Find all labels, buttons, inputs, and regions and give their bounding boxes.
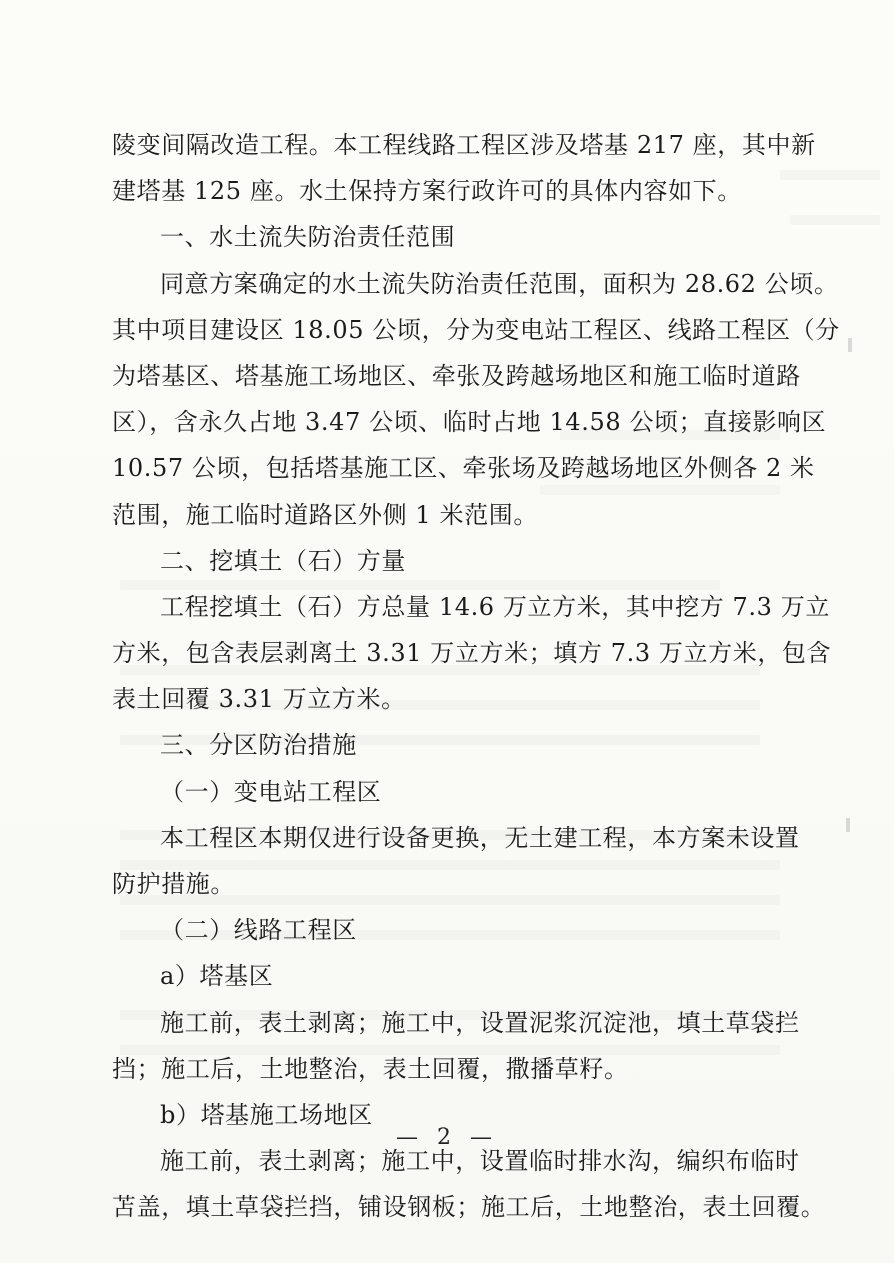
text-line: 工程挖填土（石）方总量 14.6 万立方米，其中挖方 7.3 万立 [160, 592, 830, 621]
page-number: — 2 — [396, 1125, 498, 1150]
text-line: 10.57 公顷，包括塔基施工区、牵张场及跨越场地区外侧各 2 米 [112, 454, 815, 483]
text-line: 苫盖，填土草袋拦挡，铺设钢板；施工后，土地整治，表土回覆。 [112, 1193, 826, 1222]
text-line: 为塔基区、塔基施工场地区、牵张及跨越场地区和施工临时道路 [112, 361, 801, 390]
item-heading: a）塔基区 [160, 962, 274, 991]
text-line: 区），含永久占地 3.47 公顷、临时占地 14.58 公顷；直接影响区 [112, 408, 827, 437]
text-line: 建塔基 125 座。水土保持方案行政许可的具体内容如下。 [112, 177, 742, 206]
subsection-heading: （一）变电站工程区 [160, 777, 382, 806]
subsection-heading: （二）线路工程区 [160, 916, 357, 945]
text-line: 防护措施。 [112, 870, 235, 898]
text-line: 方米，包含表层剥离土 3.31 万立方米；填方 7.3 万立方米，包含 [112, 639, 832, 668]
item-heading: b）塔基施工场地区 [160, 1100, 373, 1129]
text-line: 同意方案确定的水土流失防治责任范围，面积为 28.62 公顷。 [160, 269, 839, 298]
body-text [112, 122, 840, 1231]
section-heading: 二、挖填土（石）方量 [160, 546, 406, 575]
text-line: 陵变间隔改造工程。本工程线路工程区涉及塔基 217 座，其中新 [112, 131, 816, 159]
text-line: 施工前，表土剥离；施工中，设置临时排水沟，编织布临时 [160, 1147, 800, 1176]
section-heading: 一、水土流失防治责任范围 [160, 223, 456, 252]
text-line: 挡；施工后，土地整治，表土回覆，撒播草籽。 [112, 1054, 629, 1083]
text-line: 本工程区本期仅进行设备更换，无土建工程，本方案未设置 [160, 823, 800, 852]
text-line: 范围，施工临时道路区外侧 1 米范围。 [112, 500, 538, 529]
text-line: 其中项目建设区 18.05 公顷，分为变电站工程区、线路工程区（分 [112, 315, 840, 344]
text-line: 施工前，表土剥离；施工中，设置泥浆沉淀池，填土草袋拦 [160, 1008, 800, 1037]
section-heading: 三、分区防治措施 [160, 731, 357, 760]
text-line: 表土回覆 3.31 万立方米。 [112, 685, 406, 714]
margin-mark [848, 338, 852, 352]
margin-mark [846, 818, 850, 832]
